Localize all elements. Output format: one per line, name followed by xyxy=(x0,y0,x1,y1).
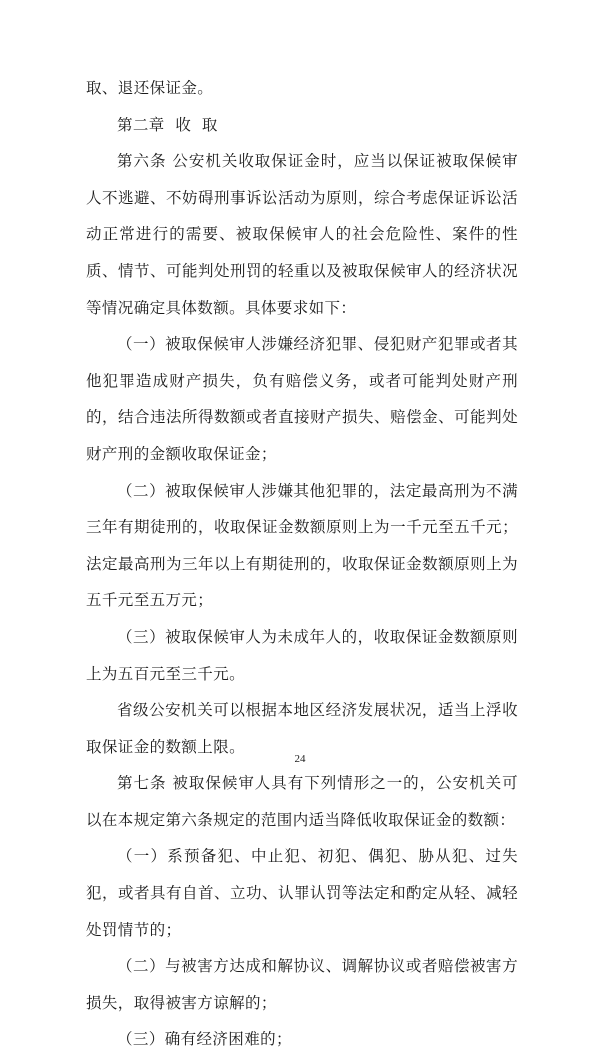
chapter-heading: 第二章 收 取 xyxy=(117,115,218,134)
article-7-item-2: （二）与被害方达成和解协议、调解协议或者赔偿被害方损失，取得被害方谅解的； xyxy=(86,957,518,1012)
article-6-item-2: （二）被取保候审人涉嫌其他犯罪的，法定最高刑为不满三年有期徒刑的，收取保证金数额原则上为一千元至五千元；法定最高刑为三年以上有期徒刑的，收取保证金数额原则上为五千元至五万元； xyxy=(86,481,518,610)
article-7-item-1: （一）系预备犯、中止犯、初犯、偶犯、胁从犯、过失犯，或者具有自首、立功、认罪认罚等法定和酌定从轻、减轻处罚情节的； xyxy=(86,847,518,939)
article-7: 第七条 被取保候审人具有下列情形之一的，公安机关可以在本规定第六条规定的范围内适当降低收取保证金的数额： xyxy=(86,774,518,829)
article-7-item-3: （三）确有经济困难的； xyxy=(117,1030,292,1049)
article-6-provincial-clause: 省级公安机关可以根据本地区经济发展状况，适当上浮收取保证金的数额上限。 xyxy=(86,701,518,756)
paragraph-continuation: 取、退还保证金。 xyxy=(86,79,214,97)
article-6-item-1: （一）被取保候审人涉嫌经济犯罪、侵犯财产犯罪或者其他犯罪造成财产损失，负有赔偿义务，或者可能判处财产刑的，结合违法所得数额或者直接财产损失、赔偿金、可能判处财产刑的金额收取保证金； xyxy=(86,335,518,463)
article-6-item-3: （三）被取保候审人为未成年人的，收取保证金数额原则上为五百元至三千元。 xyxy=(86,627,518,683)
page-number: 24 xyxy=(294,753,306,765)
article-6: 第六条 公安机关收取保证金时，应当以保证被取保候审人不逃避、不妨碍刑事诉讼活动为原则，综合考虑保证诉讼活动正常进行的需要、被取保候审人的社会危险性、案件的性质、情节、可能判处刑罚的轻重以及被取保候审人的经济状况等情况确定具体数额。具体要求如下： xyxy=(86,152,518,317)
document-body xyxy=(86,70,518,1058)
